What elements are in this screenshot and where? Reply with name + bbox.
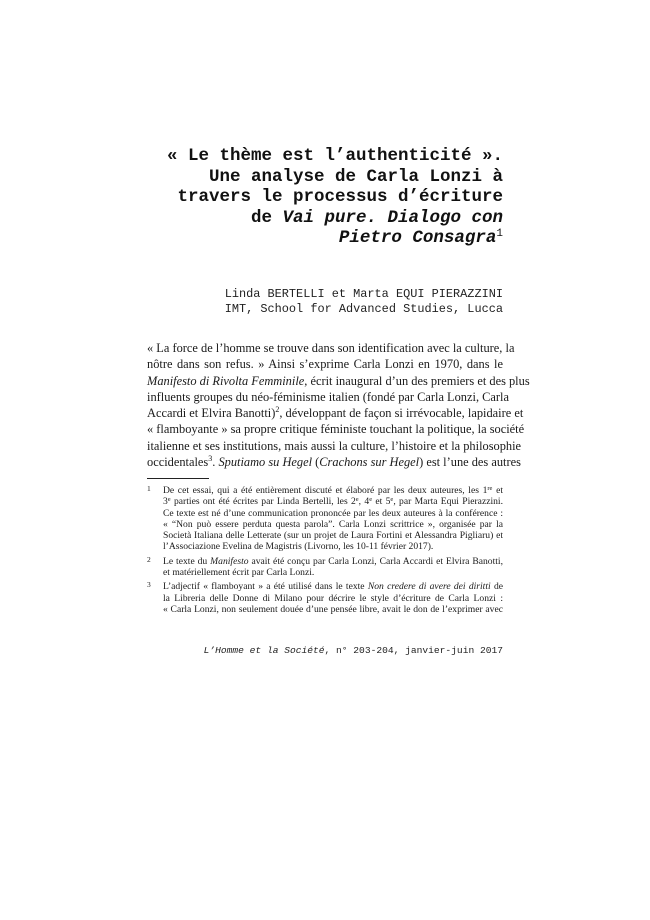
body-italic-text: Crachons sur Hegel: [319, 455, 420, 470]
body-text: Accardi et Elvira Banotti): [147, 406, 276, 421]
footnote-text: et 5: [372, 496, 391, 508]
footnote-divider: [147, 478, 209, 479]
footnote-line: Ce texte est né d’une communication prononcée par les deux auteures à la conférence :: [163, 507, 503, 519]
footnote-text: , 4: [358, 496, 370, 508]
article-title: [147, 146, 503, 249]
journal-footer: [147, 645, 503, 656]
footnote-text: 3: [163, 496, 168, 508]
footnote-text: Le texte du: [163, 555, 211, 567]
body-text: , écrit inaugural d’un des premiers et des plus: [304, 373, 530, 388]
title-line: [147, 228, 503, 249]
footnote-3: [147, 581, 503, 615]
title-line: travers le processus d’écriture: [177, 187, 503, 207]
footnote-line: [163, 496, 503, 507]
footnote-sup: e: [390, 496, 394, 504]
footnote-line: [163, 556, 503, 567]
footnote-number: 3: [147, 580, 151, 590]
footnote-line: [163, 485, 503, 496]
footnote-2: [147, 556, 503, 579]
footnote-line: l’Associazione Evelina de Magistris (Livorno, les 10-11 février 2017).: [163, 541, 434, 553]
body-line: nôtre dans son refus. » Ainsi s’exprime Carla Lonzi en 1970, dans le: [147, 357, 503, 372]
footnote-line: « “Non può essere perduta questa parola”. Carla Lonzi scrittrice », organisée par la: [163, 518, 503, 530]
footnote-line: la Libreria delle Donne di Milano pour décrire le style d’écriture de Carla Lonzi :: [163, 592, 503, 604]
body-line: influents groupes du néo-féminisme italien (fondé par Carla Lonzi, Carla: [147, 389, 509, 404]
footnote-sup: e: [369, 496, 373, 504]
title-line: Une analyse de Carla Lonzi à: [208, 166, 503, 187]
journal-issue: , n° 203-204, janvier-juin 2017: [324, 645, 503, 656]
body-paragraph: [147, 340, 530, 470]
footnotes: [147, 485, 503, 618]
body-text: occidentales: [147, 455, 209, 470]
body-line: [147, 405, 524, 421]
footnote-italic-text: Manifesto: [210, 555, 249, 567]
footnote-ref-2[interactable]: 2: [275, 405, 280, 415]
body-text: , développant de façon si irrévocable, lapidaire et: [279, 406, 524, 421]
journal-title: L’Homme et la Société: [203, 645, 325, 656]
footnote-sup: re: [487, 485, 493, 492]
title-italic-text: Vai pure. Dialogo con: [282, 207, 503, 228]
footnote-text: avait été conçu par Carla Lonzi, Carla Accardi et Elvira Banotti,: [248, 555, 503, 567]
footnote-number: 2: [147, 554, 151, 564]
footnote-number: 1: [147, 484, 151, 493]
footnote-line: [163, 581, 503, 592]
body-line: [147, 454, 521, 470]
title-text: de: [250, 207, 283, 228]
body-italic-text: Sputiamo su Hegel: [218, 455, 313, 470]
body-text: ) est l’une des autres: [419, 455, 521, 470]
footnote-1: [147, 485, 503, 553]
body-italic-text: Manifesto di Rivolta Femminile: [147, 373, 305, 388]
title-italic-text: Pietro Consagra: [338, 228, 497, 248]
footnote-text: et: [492, 485, 503, 496]
footnote-text: de: [490, 581, 503, 593]
footnote-sup: e: [355, 496, 359, 504]
footnote-text: L’adjectif « flamboyant » a été utilisé dans le texte: [163, 581, 368, 593]
body-line: [147, 373, 530, 389]
footnote-ref-3[interactable]: 3: [208, 454, 213, 464]
author-block: [147, 287, 503, 316]
body-line: « La force de l’homme se trouve dans son identification avec la culture, la: [147, 341, 515, 355]
footnote-line: Società Italiana delle Letterate (sur un projet de Laura Fortini et Alessandra Pigliaru) et: [163, 530, 503, 542]
title-line: « Le thème est l’authenticité ».: [166, 146, 503, 166]
body-text: .: [212, 455, 219, 470]
footnote-line: « Carla Lonzi, non seulement douée d’une pensée libre, avait le don de l’exprimer avec: [163, 603, 503, 615]
body-line: italienne et ses institutions, mais aussi la culture, l’histoire et la philosophie: [147, 438, 522, 453]
author-affiliation: IMT, School for Advanced Studies, Lucca: [224, 301, 503, 316]
footnote-ref-1[interactable]: 1: [496, 228, 503, 240]
footnote-text: , par Marta Equi Pierazzini.: [393, 496, 503, 508]
footnote-line: et matériellement écrit par Carla Lonzi.: [163, 567, 315, 579]
footnote-text: parties ont été écrites par Linda Bertelli, les 2: [170, 496, 356, 508]
body-line: « flamboyante » sa propre critique féministe touchant la politique, la société: [147, 422, 525, 437]
footnote-text: De cet essai, qui a été entièrement discuté et élaboré par les deux auteures, les 1: [163, 485, 488, 496]
title-line: [147, 208, 503, 229]
footnote-sup: e: [167, 496, 171, 504]
body-text: (: [312, 455, 320, 470]
footnote-italic-text: Non credere di avere dei diritti: [367, 581, 491, 593]
author-names: Linda BERTELLI et Marta EQUI PIERAZZINI: [224, 287, 503, 301]
